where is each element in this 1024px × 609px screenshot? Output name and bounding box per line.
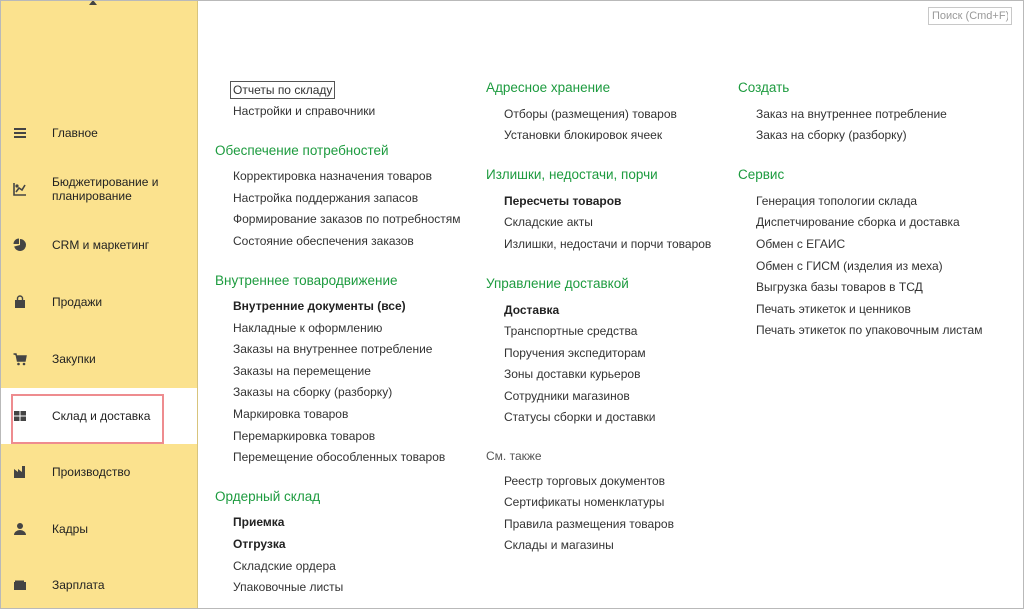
sidebar-item-sales[interactable] bbox=[1, 274, 197, 330]
link-item[interactable]: Склады и магазины bbox=[504, 538, 614, 552]
link-item[interactable]: Настройка поддержания запасов bbox=[233, 191, 419, 205]
sidebar-item-main[interactable] bbox=[1, 105, 197, 161]
sidebar-item-warehouse[interactable] bbox=[1, 388, 197, 444]
link-item[interactable]: Печать этикеток и ценников bbox=[756, 302, 911, 316]
shopping-bag-icon bbox=[13, 295, 27, 309]
section-title-see-also: См. также bbox=[486, 449, 542, 463]
sidebar-item-label: Склад и доставка bbox=[52, 409, 151, 423]
cart-icon bbox=[13, 352, 27, 366]
budget-chart-icon bbox=[13, 182, 27, 196]
link-item[interactable]: Генерация топологии склада bbox=[756, 194, 918, 208]
sidebar-item-label: Бюджетирование и планирование bbox=[52, 175, 159, 203]
link-item[interactable]: Отгрузка bbox=[233, 537, 286, 551]
sidebar-item-label: CRM и маркетинг bbox=[52, 238, 150, 252]
link-item[interactable]: Перемаркировка товаров bbox=[233, 429, 376, 443]
link-item[interactable]: Заказы на перемещение bbox=[233, 364, 371, 378]
sidebar-item-production[interactable] bbox=[1, 444, 197, 500]
link-warehouse-reports[interactable]: Отчеты по складу bbox=[230, 81, 335, 99]
link-item[interactable]: Сотрудники магазинов bbox=[504, 389, 630, 403]
link-item[interactable]: Формирование заказов по потребностям bbox=[233, 212, 461, 226]
sidebar-item-crm[interactable] bbox=[1, 217, 197, 273]
link-item[interactable]: Пересчеты товаров bbox=[504, 194, 622, 208]
section-title: Обеспечение потребностей bbox=[215, 143, 389, 158]
link-item[interactable]: Зоны доставки курьеров bbox=[504, 367, 641, 381]
section-title: Сервис bbox=[738, 167, 785, 182]
pie-chart-icon bbox=[13, 238, 27, 252]
wallet-icon bbox=[13, 578, 27, 592]
link-item[interactable]: Сертификаты номенклатуры bbox=[504, 495, 665, 509]
link-item[interactable]: Выгрузка базы товаров в ТСД bbox=[756, 280, 923, 294]
link-item[interactable]: Приемка bbox=[233, 515, 285, 529]
link-item[interactable]: Правила размещения товаров bbox=[504, 517, 674, 531]
link-item[interactable]: Установки блокировок ячеек bbox=[504, 128, 663, 142]
link-item[interactable]: Внутренние документы (все) bbox=[233, 299, 406, 313]
link-item[interactable]: Перемещение обособленных товаров bbox=[233, 450, 446, 464]
sidebar-item-label: Главное bbox=[52, 126, 98, 140]
link-item[interactable]: Печать этикеток по упаковочным листам bbox=[756, 323, 983, 337]
sidebar-item-label: Зарплата bbox=[52, 578, 105, 592]
menu-list-icon bbox=[13, 126, 27, 140]
link-item[interactable]: Складские ордера bbox=[233, 559, 336, 573]
link-item[interactable]: Обмен с ГИСМ (изделия из меха) bbox=[756, 259, 943, 273]
link-settings[interactable]: Настройки и справочники bbox=[233, 104, 376, 118]
section-title: Управление доставкой bbox=[486, 276, 629, 291]
link-item[interactable]: Накладные к оформлению bbox=[233, 321, 383, 335]
link-item[interactable]: Корректировка назначения товаров bbox=[233, 169, 432, 183]
sidebar-item-salary[interactable] bbox=[1, 557, 197, 609]
section-title: Излишки, недостачи, порчи bbox=[486, 167, 658, 182]
link-item[interactable]: Отборы (размещения) товаров bbox=[504, 107, 677, 121]
link-item[interactable]: Заказы на сборку (разборку) bbox=[233, 385, 393, 399]
section-title: Ордерный склад bbox=[215, 489, 321, 504]
link-item[interactable]: Поручения экспедиторам bbox=[504, 346, 646, 360]
sidebar-item-budget[interactable] bbox=[1, 161, 197, 217]
sidebar-item-label: Производство bbox=[52, 465, 131, 479]
link-item[interactable]: Заказ на сборку (разборку) bbox=[756, 128, 907, 142]
link-item[interactable]: Доставка bbox=[504, 303, 560, 317]
link-item[interactable]: Реестр торговых документов bbox=[504, 474, 666, 488]
collapse-arrow-icon[interactable] bbox=[89, 0, 97, 5]
sidebar-item-purchases[interactable] bbox=[1, 331, 197, 387]
section-title: Создать bbox=[738, 80, 790, 95]
link-item[interactable]: Транспортные средства bbox=[504, 324, 638, 338]
sidebar-item-label: Кадры bbox=[52, 522, 88, 536]
link-item[interactable]: Маркировка товаров bbox=[233, 407, 349, 421]
section-title: Адресное хранение bbox=[486, 80, 611, 95]
link-item[interactable]: Заказ на внутреннее потребление bbox=[756, 107, 947, 121]
link-item[interactable]: Диспетчирование сборка и доставка bbox=[756, 215, 960, 229]
sidebar bbox=[1, 1, 198, 608]
sidebar-item-label: Продажи bbox=[52, 295, 103, 309]
person-icon bbox=[13, 522, 27, 536]
link-item[interactable]: Излишки, недостачи и порчи товаров bbox=[504, 237, 712, 251]
link-item[interactable]: Обмен с ЕГАИС bbox=[756, 237, 846, 251]
warehouse-grid-icon bbox=[13, 409, 27, 423]
sidebar-item-hr[interactable] bbox=[1, 501, 197, 557]
section-title: Внутреннее товародвижение bbox=[215, 273, 398, 288]
link-item[interactable]: Статусы сборки и доставки bbox=[504, 410, 656, 424]
link-item[interactable]: Состояние обеспечения заказов bbox=[233, 234, 414, 248]
sidebar-item-label: Закупки bbox=[52, 352, 96, 366]
link-item[interactable]: Складские акты bbox=[504, 215, 593, 229]
link-item[interactable]: Упаковочные листы bbox=[233, 580, 344, 594]
factory-icon bbox=[13, 465, 27, 479]
link-item[interactable]: Заказы на внутреннее потребление bbox=[233, 342, 433, 356]
search-input[interactable] bbox=[928, 7, 1012, 25]
